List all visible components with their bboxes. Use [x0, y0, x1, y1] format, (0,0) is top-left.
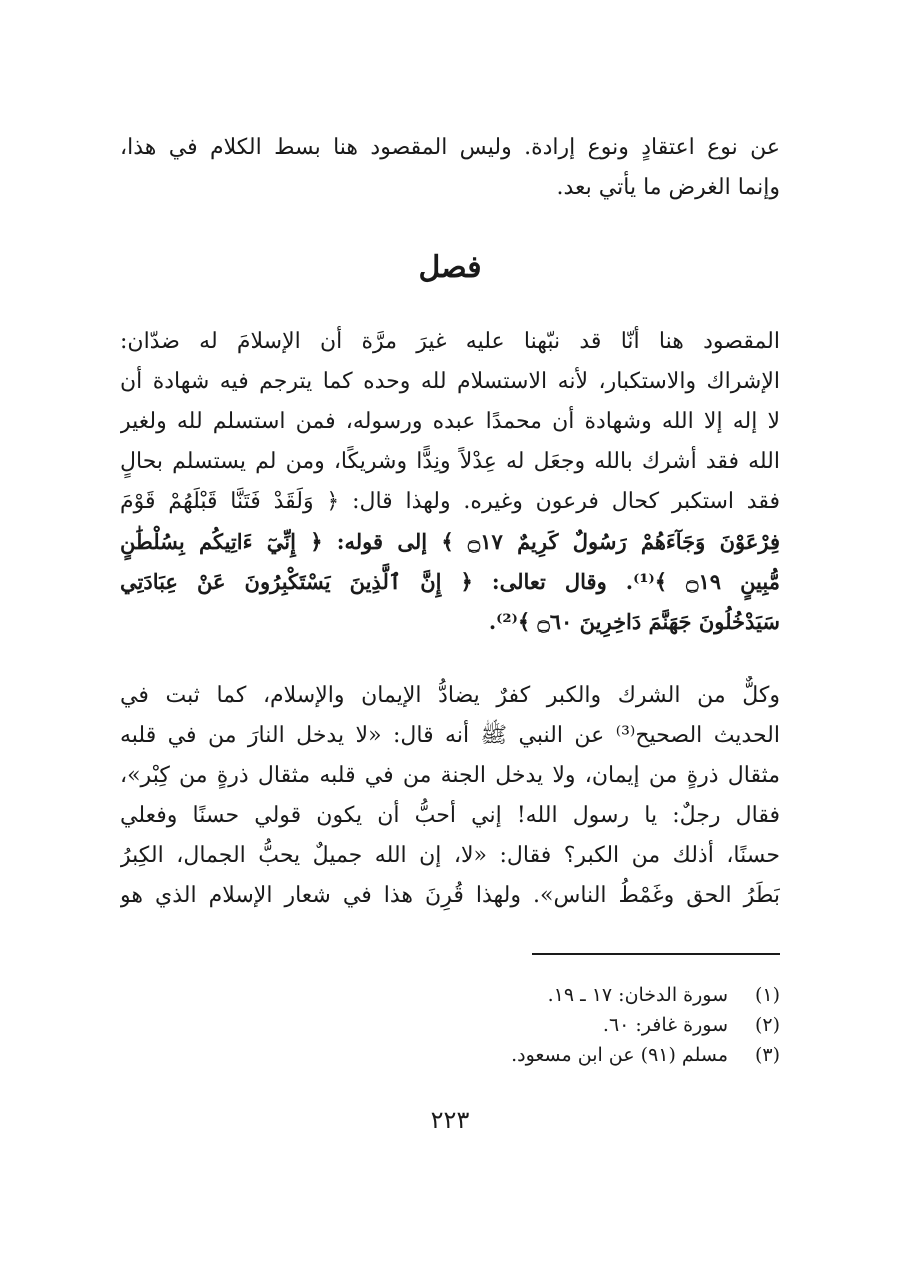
footnote-number: (١) [754, 984, 780, 1006]
text-line: المقصود هنا أنّا قد نبّهنا عليه غيرَ مرَّة أن الإسلامَ له ضدّان: [120, 329, 780, 354]
text-line: وكلٌّ من الشرك والكبر كفرٌ يضادُّ الإيمان والإسلام، كما ثبت في [120, 683, 780, 708]
footnote-text: مسلم (٩١) عن ابن مسعود. [511, 1044, 728, 1066]
footnote-item [120, 1040, 780, 1070]
text-line: وإنما الغرض ما يأتي بعد. [556, 175, 780, 200]
quran-verse-line: فِرْعَوْنَ وَجَآءَهُمْ رَسُولٌ كَرِيمٌ ۝١٧ ﴾ إلى قوله: ﴿ إِنِّيٓ ءَاتِيكُم بِسُلْطَٰنٍ [120, 529, 780, 554]
text-line: بَطَرُ الحق وغَمْطُ الناس». ولهذا قُرِنَ هذا في شعار الإسلام الذي هو [120, 883, 780, 908]
footnote-item [120, 980, 780, 1010]
text-line: لا إله إلا الله وشهادة أن محمدًا عبده ورسوله، فمن استسلم لله ولغير [120, 409, 780, 434]
text-line: الله فقد أشرك بالله وجعَل له عِدْلاً ونِدًّا وشريكًا، ومن لم يستسلم بحالٍ [120, 449, 780, 474]
section-heading: فصل [418, 250, 482, 285]
intro-paragraph [120, 128, 780, 208]
text-line: مثقال ذرةٍ من إيمان، ولا يدخل الجنة من في قلبه مثقال ذرةٍ من كِبْر»، [120, 763, 780, 788]
footnotes [120, 980, 780, 1070]
text-line: الإشراك والاستكبار، لأنه الاستسلام لله وحده كما يترجم فيه شهادة أن [120, 369, 780, 394]
paragraph-hadith [120, 676, 780, 916]
quran-verse-line: مُّبِينٍ ۝١٩ ﴾⁽¹⁾. وقال تعالى: ﴿ إِنَّ ٱلَّذِينَ يَسْتَكْبِرُونَ عَنْ عِبَادَتِي [120, 569, 780, 594]
footnote-item [120, 1010, 780, 1040]
footnote-divider [532, 953, 780, 955]
page-number: ٢٢٣ [430, 1106, 470, 1134]
text-line: حسنًا، أذلك من الكبر؟ فقال: «لا، إن الله جميلٌ يحبُّ الجمال، الكِبرُ [120, 843, 780, 868]
text-line: فقد استكبر كحال فرعون وغيره. ولهذا قال: ﴿ وَلَقَدْ فَتَنَّا قَبْلَهُمْ قَوْمَ [120, 489, 780, 514]
text-line: فقال رجلٌ: يا رسول الله! إني أحبُّ أن يكون قولي حسنًا وفعلي [120, 803, 780, 828]
footnote-text: سورة غافر: ٦٠. [602, 1014, 728, 1036]
text-line: الحديث الصحيح⁽³⁾ عن النبي ﷺ أنه قال: «لا يدخل النارَ من في قلبه [120, 723, 780, 748]
page-body [120, 128, 780, 916]
text-line: عن نوع اعتقادٍ ونوع إرادة. وليس المقصود هنا بسط الكلام في هذا، [120, 135, 780, 160]
footnote-number: (٢) [754, 1014, 780, 1036]
footnote-number: (٣) [754, 1044, 780, 1066]
footnote-text: سورة الدخان: ١٧ ـ ١٩. [547, 984, 728, 1006]
quran-verse-line: سَيَدْخُلُونَ جَهَنَّمَ دَاخِرِينَ ۝٦٠ ﴾⁽²⁾. [488, 609, 780, 634]
paragraph-islam-opposites [120, 322, 780, 642]
